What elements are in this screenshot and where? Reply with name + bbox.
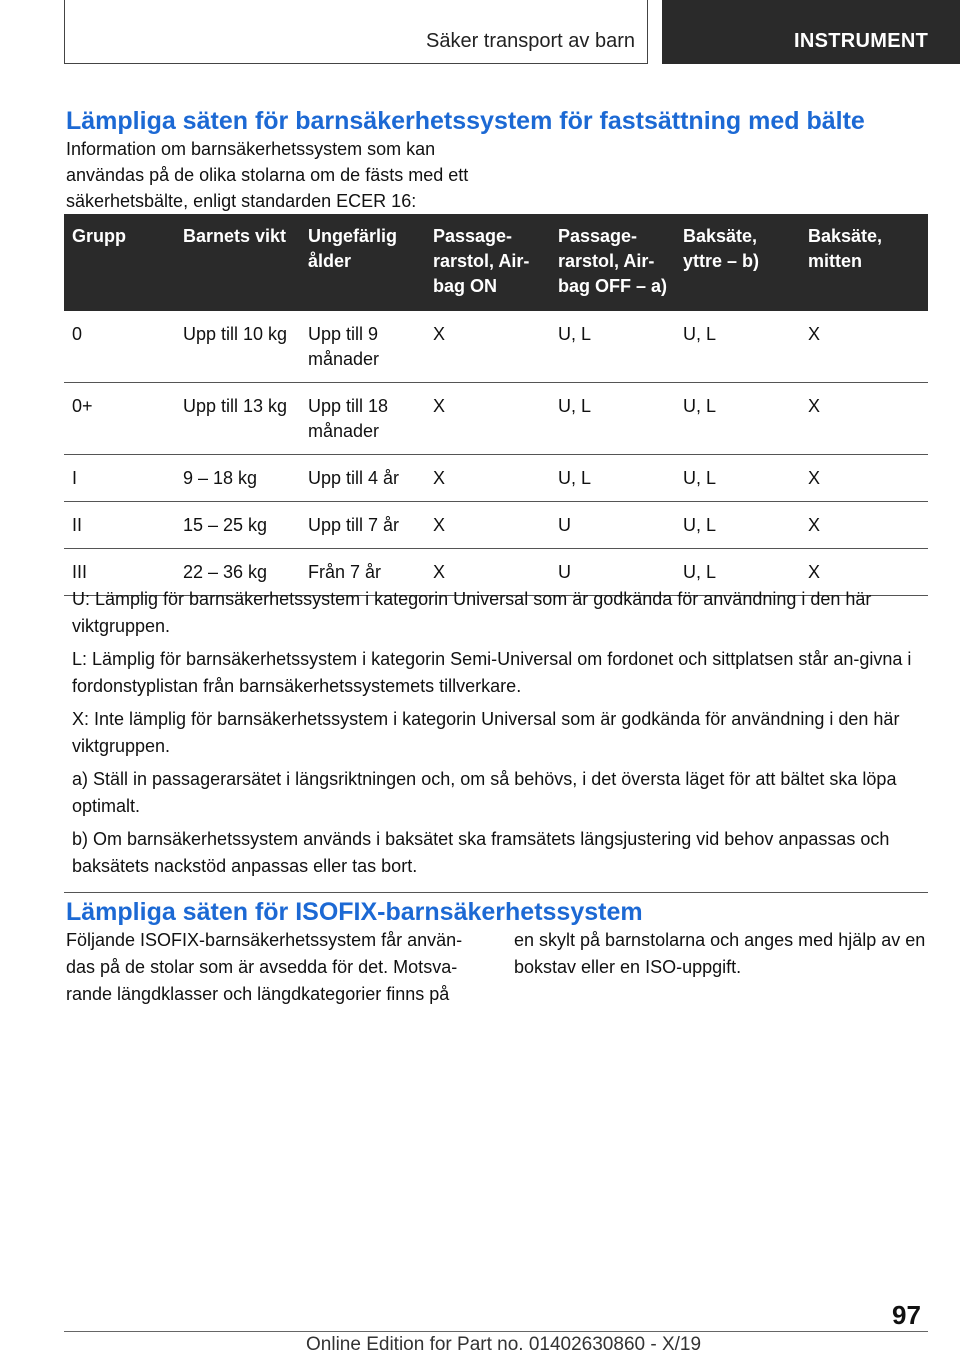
table-cell: X [425,455,550,502]
table-cell: X [800,502,928,549]
table-cell: U, L [675,383,800,455]
table-cell: U, L [675,311,800,383]
table-cell: Upp till 4 år [300,455,425,502]
header-section-box [64,0,648,64]
belt-section-title: Lämpliga säten för barnsäkerhetssystem för fastsättning med bälte [66,107,865,135]
table-cell: U, L [550,455,675,502]
isofix-text-right-column: en skylt på barnstolarna och anges med hjälp av en bokstav eller en ISO-uppgift. [514,930,926,977]
table-cell: U [550,549,675,596]
table-header-row [64,214,928,311]
table-cell: X [800,383,928,455]
table-cell: Upp till 13 kg [175,383,300,455]
note-footnote-b: b) Om barnsäkerhetssystem används i baksätet ska framsätets längsjustering vid behov anpassas och baksätets nackstöd anpassas eller tas bort. [72,829,890,876]
table-row [64,502,928,549]
table-cell: Från 7 år [300,549,425,596]
child-seat-table [64,214,928,596]
table-cell: 9 – 18 kg [175,455,300,502]
table-cell: U, L [550,383,675,455]
table-row [64,311,928,383]
table-row [64,383,928,455]
isofix-section-title: Lämpliga säten för ISOFIX-barnsäkerhetssystem [66,898,643,926]
table-cell: 22 – 36 kg [175,549,300,596]
header-cell-rear-outer: Baksäte, yttre – b) [675,214,800,311]
table-cell: X [425,311,550,383]
header-section-title: Säker transport av barn [426,30,635,52]
table-cell: I [64,455,175,502]
table-cell: U, L [550,311,675,383]
table-row [64,455,928,502]
header-cell-rear-middle: Baksäte, mitten [800,214,928,311]
table-cell: U, L [675,549,800,596]
table-cell: X [800,549,928,596]
page-number: 97 [892,1300,921,1330]
table-cell: Upp till 10 kg [175,311,300,383]
table-cell: Upp till 9 månader [300,311,425,383]
table-notes [64,586,928,893]
table-cell: 0+ [64,383,175,455]
table-cell: U, L [675,502,800,549]
header-cell-passenger-airbag-off: Passage-rarstol, Air-bag OFF – a) [550,214,675,311]
table-cell: Upp till 7 år [300,502,425,549]
table-cell: III [64,549,175,596]
isofix-text-left-column: Följande ISOFIX-barnsäkerhetssystem får använ-das på de stolar som är avsedda för det. Motsva-rande längdklasser och längdkategorier finns på [66,930,463,1004]
table-cell: X [425,549,550,596]
footer-edition: Online Edition for Part no. 01402630860 - X/19 [306,1334,702,1355]
table-cell: 0 [64,311,175,383]
note-semi-universal: L: Lämplig för barnsäkerhetssystem i kategorin Semi-Universal om fordonet och sittplatsen står an-givna i fordonstyplistan från barnsäkerhetssystemets tillverkare. [72,649,912,696]
table-cell: 15 – 25 kg [175,502,300,549]
table-cell: U, L [675,455,800,502]
note-universal: U: Lämplig för barnsäkerhetssystem i kategorin Universal som är godkända för användning i den här viktgruppen. [72,589,872,636]
table-cell: X [425,383,550,455]
table-cell: X [425,502,550,549]
header-cell-passenger-airbag-on: Passage-rarstol, Air-bag ON [425,214,550,311]
belt-section-intro: Information om barnsäkerhetssystem som kan användas på de olika stolarna om de fästs med ett säkerhetsbälte, enligt standarden ECER 16: [66,139,469,211]
header-chapter-tab [662,0,960,64]
note-footnote-a: a) Ställ in passagerarsätet i längsriktningen och, om så behövs, i det översta läget för att bältet ska löpa optimalt. [72,769,897,816]
note-not-suitable: X: Inte lämplig för barnsäkerhetssystem i kategorin Universal som är godkända för användning i den här viktgruppen. [72,709,900,756]
table-cell: Upp till 18 månader [300,383,425,455]
footer-divider [64,1331,928,1332]
header-cell-group: Grupp [64,214,175,311]
header-cell-weight: Barnets vikt [175,214,300,311]
table-cell: U [550,502,675,549]
header-cell-age: Ungefärlig ålder [300,214,425,311]
table-cell: X [800,455,928,502]
header-chapter-title: INSTRUMENT [794,30,929,52]
table-cell: X [800,311,928,383]
table-cell: II [64,502,175,549]
